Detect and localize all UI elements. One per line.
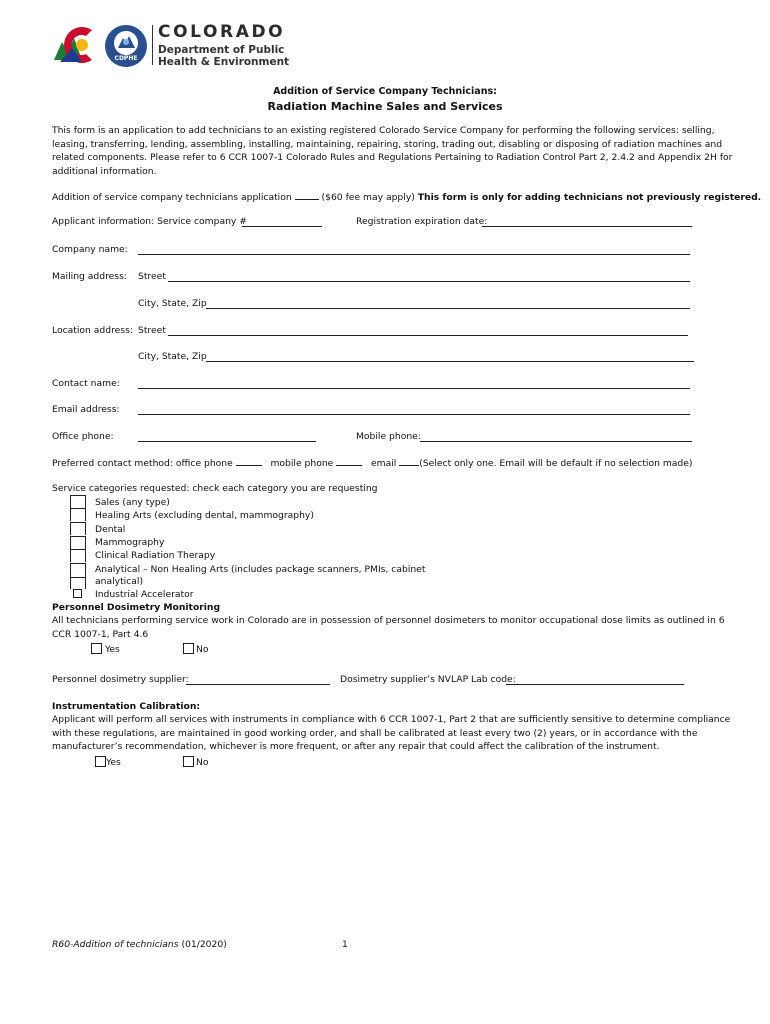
dosimetry-no-label: No <box>196 644 209 655</box>
calibration-no-checkbox[interactable] <box>183 756 194 767</box>
service-checkbox-dental[interactable] <box>70 522 86 535</box>
calibration-yes-label: Yes <box>106 757 121 768</box>
cdphe-seal <box>104 24 148 68</box>
location-address-label: Location address: <box>52 325 133 336</box>
service-checkbox-connector <box>70 577 71 589</box>
form-title-line-2: Radiation Machine Sales and Services <box>267 100 503 113</box>
dosimetry-paragraph <box>52 614 725 641</box>
service-company-number-field[interactable] <box>242 226 322 227</box>
calibration-line-3: manufacturer’s recommendation, whichever is more frequent, or after any repair that could affect the calibration of the instrument. <box>52 741 660 753</box>
preferred-mobile-blank[interactable] <box>336 456 362 466</box>
email-address-label: Email address: <box>52 404 120 415</box>
location-street-field[interactable] <box>168 335 688 336</box>
service-checkbox-clinical-therapy[interactable] <box>70 549 86 562</box>
logo-word: COLORADO <box>158 22 286 42</box>
dosimetry-supplier-label: Personnel dosimetry supplier: <box>52 674 189 685</box>
location-city-field[interactable] <box>206 361 694 362</box>
intro-line-3: related components. Please refer to 6 CCR 1007-1 Colorado Rules and Regulations Pertaining to Radiation Control Part 2, 2.4.2 and Appendix 2H for <box>52 152 733 164</box>
preferred-mobile-label: mobile phone <box>270 458 334 469</box>
calibration-no-label: No <box>196 757 209 768</box>
service-checkbox-connector-right <box>85 577 86 589</box>
dosimetry-line-1: All technicians performing service work in Colorado are in possession of personnel dosimeters to monitor occupational dose limits as outlined in 6 <box>52 615 725 626</box>
mobile-phone-label: Mobile phone: <box>356 431 421 442</box>
service-checkbox-analytical[interactable] <box>70 563 86 578</box>
service-checkbox-sales[interactable] <box>70 495 86 508</box>
service-item-mammography: Mammography <box>95 537 165 548</box>
calibration-heading: Instrumentation Calibration: <box>52 701 201 712</box>
service-item-clinical-therapy: Clinical Radiation Therapy <box>95 550 216 561</box>
service-checkbox-healing-arts[interactable] <box>70 508 86 521</box>
location-city-label: City, State, Zip <box>138 351 207 362</box>
preferred-email-label: email <box>371 458 397 469</box>
service-checkbox-mammography[interactable] <box>70 536 86 549</box>
services-heading: Service categories requested: check each category you are requesting <box>52 483 378 494</box>
expiration-label: Registration expiration date: <box>356 216 488 227</box>
dosimetry-yes-label: Yes <box>105 644 120 655</box>
application-label: Addition of service company technicians application <box>52 192 292 203</box>
mailing-street-field[interactable] <box>168 281 690 282</box>
dosimetry-heading: Personnel Dosimetry Monitoring <box>52 602 221 613</box>
dosimetry-supplier-field[interactable] <box>186 684 330 685</box>
contact-name-label: Contact name: <box>52 378 120 389</box>
nvlap-field[interactable] <box>506 684 684 685</box>
company-name-label: Company name: <box>52 244 128 255</box>
colorado-logo <box>52 24 102 66</box>
mailing-street-label: Street <box>138 271 166 282</box>
location-street-label: Street <box>138 325 166 336</box>
service-checkbox-industrial[interactable] <box>73 589 82 598</box>
calibration-paragraph <box>52 713 730 754</box>
seal-text: CDPHE <box>114 55 138 62</box>
fee-note: ($60 fee may apply) <box>321 192 415 203</box>
applicant-label: Applicant information: Service company # <box>52 216 247 227</box>
dept-line-1: Department of Public <box>158 44 285 56</box>
preferred-contact-line <box>52 456 693 471</box>
footer-page-number: 1 <box>342 939 348 950</box>
calibration-line-2: with these regulations, are maintained in good working order, and shall be calibrated at least every two (2) years, or in accordance with the <box>52 727 698 739</box>
preferred-office-label: Preferred contact method: office phone <box>52 458 233 469</box>
form-title-line-1: Addition of Service Company Technicians: <box>273 86 497 97</box>
intro-line-2: leasing, transferring, lending, assembling, installing, maintaining, repairing, storing, trading out, disabling or disposing of radiation machines and <box>52 138 723 150</box>
office-phone-label: Office phone: <box>52 431 114 442</box>
intro-line-4: additional information. <box>52 165 157 177</box>
service-item-analytical: Analytical – Non Healing Arts (includes package scanners, PMIs, cabinet <box>95 564 426 575</box>
service-item-sales: Sales (any type) <box>95 497 170 508</box>
mailing-city-label: City, State, Zip <box>138 298 207 309</box>
calibration-yes-checkbox[interactable] <box>95 756 106 767</box>
mailing-city-field[interactable] <box>206 308 690 309</box>
mailing-address-label: Mailing address: <box>52 271 127 282</box>
calibration-line-1: Applicant will perform all services with instruments in compliance with 6 CCR 1007-1, Part 2 that are sufficiently sensitive to determine compliance <box>52 714 731 725</box>
service-item-dental: Dental <box>95 524 126 535</box>
preferred-note: (Select only one. Email will be default if no selection made) <box>419 458 693 469</box>
expiration-date-field[interactable] <box>482 226 692 227</box>
intro-line-1: This form is an application to add technicians to an existing registered Colorado Service Company for performing the following services: selling, <box>52 125 715 136</box>
preferred-email-blank[interactable] <box>399 456 419 466</box>
dept-line-2: Health & Environment <box>158 56 290 68</box>
only-new-note: This form is only for adding technicians not previously registered. <box>417 192 762 203</box>
application-line <box>52 190 761 205</box>
dosimetry-no-checkbox[interactable] <box>183 643 194 654</box>
office-phone-field[interactable] <box>138 441 316 442</box>
preferred-office-blank[interactable] <box>236 456 262 466</box>
service-item-industrial: Industrial Accelerator <box>95 589 194 600</box>
email-address-field[interactable] <box>138 414 690 415</box>
footer-form-id <box>52 938 227 952</box>
mobile-phone-field[interactable] <box>420 441 692 442</box>
contact-name-field[interactable] <box>138 388 690 389</box>
footer-form-name: R60-Addition of technicians <box>52 939 179 950</box>
service-item-healing-arts: Healing Arts (excluding dental, mammography) <box>95 510 314 521</box>
service-item-analytical-cont: analytical) <box>95 576 144 587</box>
nvlap-label: Dosimetry supplier’s NVLAP Lab code: <box>340 674 516 685</box>
footer-date: (01/2020) <box>181 939 227 950</box>
dosimetry-line-2: CCR 1007-1, Part 4.6 <box>52 628 149 640</box>
colorado-c-logo-icon <box>52 24 102 66</box>
header-divider <box>152 25 153 65</box>
company-name-field[interactable] <box>138 254 690 255</box>
intro-paragraph <box>52 124 732 178</box>
application-blank[interactable] <box>295 190 319 200</box>
dosimetry-yes-checkbox[interactable] <box>91 643 102 654</box>
